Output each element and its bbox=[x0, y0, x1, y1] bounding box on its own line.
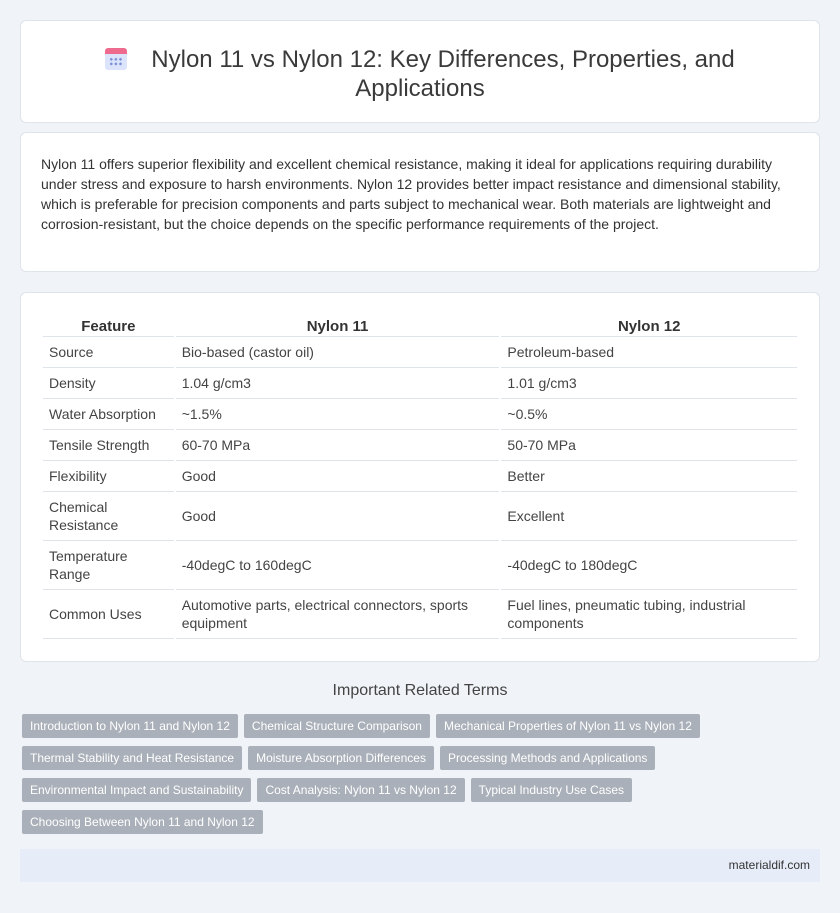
footer-site-name: materialdif.com bbox=[728, 858, 810, 872]
feature-cell: Temperature Range bbox=[43, 541, 174, 590]
table-header-row bbox=[43, 315, 797, 337]
calendar-icon bbox=[105, 48, 127, 70]
page-title: Nylon 11 vs Nylon 12: Key Differences, Properties, and Applications bbox=[151, 46, 735, 102]
nylon-12-cell: Excellent bbox=[501, 492, 797, 541]
nylon-12-cell: Petroleum-based bbox=[501, 337, 797, 368]
nylon-12-cell: -40degC to 180degC bbox=[501, 541, 797, 590]
summary-card bbox=[20, 132, 820, 272]
column-header-feature: Feature bbox=[43, 315, 174, 337]
table-row bbox=[43, 461, 797, 492]
nylon-11-cell: Bio-based (castor oil) bbox=[176, 337, 500, 368]
nylon-11-cell: Automotive parts, electrical connectors, sports equipment bbox=[176, 590, 500, 639]
table-row bbox=[43, 590, 797, 639]
related-term-tag[interactable]: Introduction to Nylon 11 and Nylon 12 bbox=[22, 714, 238, 738]
related-term-tag[interactable]: Mechanical Properties of Nylon 11 vs Nylon 12 bbox=[436, 714, 700, 738]
nylon-12-cell: 50-70 MPa bbox=[501, 430, 797, 461]
related-term-tag[interactable]: Environmental Impact and Sustainability bbox=[22, 778, 251, 802]
table-row bbox=[43, 430, 797, 461]
summary-text: Nylon 11 offers superior flexibility and excellent chemical resistance, making it ideal for applications requiring durability under stress and exposure to harsh environments. Nylon 12 provides better impact resistance and dimensional stability, which is preferable for precision components and parts subject to mechanical wear. Both materials are lightweight and corrosion-resistant, but the choice depends on the specific performance requirements of the project. bbox=[41, 156, 781, 232]
nylon-11-cell: Good bbox=[176, 492, 500, 541]
feature-cell: Water Absorption bbox=[43, 399, 174, 430]
feature-cell: Common Uses bbox=[43, 590, 174, 639]
nylon-11-cell: Good bbox=[176, 461, 500, 492]
nylon-11-cell: ~1.5% bbox=[176, 399, 500, 430]
nylon-11-cell: -40degC to 160degC bbox=[176, 541, 500, 590]
related-term-tag[interactable]: Cost Analysis: Nylon 11 vs Nylon 12 bbox=[257, 778, 464, 802]
related-terms-title: Important Related Terms bbox=[332, 682, 508, 699]
table-row bbox=[43, 368, 797, 399]
related-term-tag[interactable]: Typical Industry Use Cases bbox=[471, 778, 632, 802]
column-header-nylon-11: Nylon 11 bbox=[176, 315, 500, 337]
nylon-12-cell: Fuel lines, pneumatic tubing, industrial components bbox=[501, 590, 797, 639]
nylon-12-cell: Better bbox=[501, 461, 797, 492]
feature-cell: Chemical Resistance bbox=[43, 492, 174, 541]
footer bbox=[20, 849, 820, 882]
related-term-tag[interactable]: Chemical Structure Comparison bbox=[244, 714, 430, 738]
column-header-nylon-12: Nylon 12 bbox=[501, 315, 797, 337]
feature-cell: Density bbox=[43, 368, 174, 399]
comparison-table bbox=[41, 315, 799, 639]
related-term-tag[interactable]: Thermal Stability and Heat Resistance bbox=[22, 746, 242, 770]
table-row bbox=[43, 492, 797, 541]
nylon-12-cell: 1.01 g/cm3 bbox=[501, 368, 797, 399]
page-title-wrap bbox=[21, 45, 819, 103]
table-row bbox=[43, 399, 797, 430]
related-term-tag[interactable]: Moisture Absorption Differences bbox=[248, 746, 434, 770]
table-row bbox=[43, 337, 797, 368]
related-term-tag[interactable]: Choosing Between Nylon 11 and Nylon 12 bbox=[22, 810, 263, 834]
nylon-11-cell: 60-70 MPa bbox=[176, 430, 500, 461]
feature-cell: Flexibility bbox=[43, 461, 174, 492]
table-row bbox=[43, 541, 797, 590]
feature-cell: Source bbox=[43, 337, 174, 368]
nylon-12-cell: ~0.5% bbox=[501, 399, 797, 430]
comparison-table-card bbox=[20, 292, 820, 662]
feature-cell: Tensile Strength bbox=[43, 430, 174, 461]
header-card bbox=[20, 20, 820, 123]
related-term-tag[interactable]: Processing Methods and Applications bbox=[440, 746, 655, 770]
nylon-11-cell: 1.04 g/cm3 bbox=[176, 368, 500, 399]
related-terms-tags bbox=[22, 714, 722, 834]
